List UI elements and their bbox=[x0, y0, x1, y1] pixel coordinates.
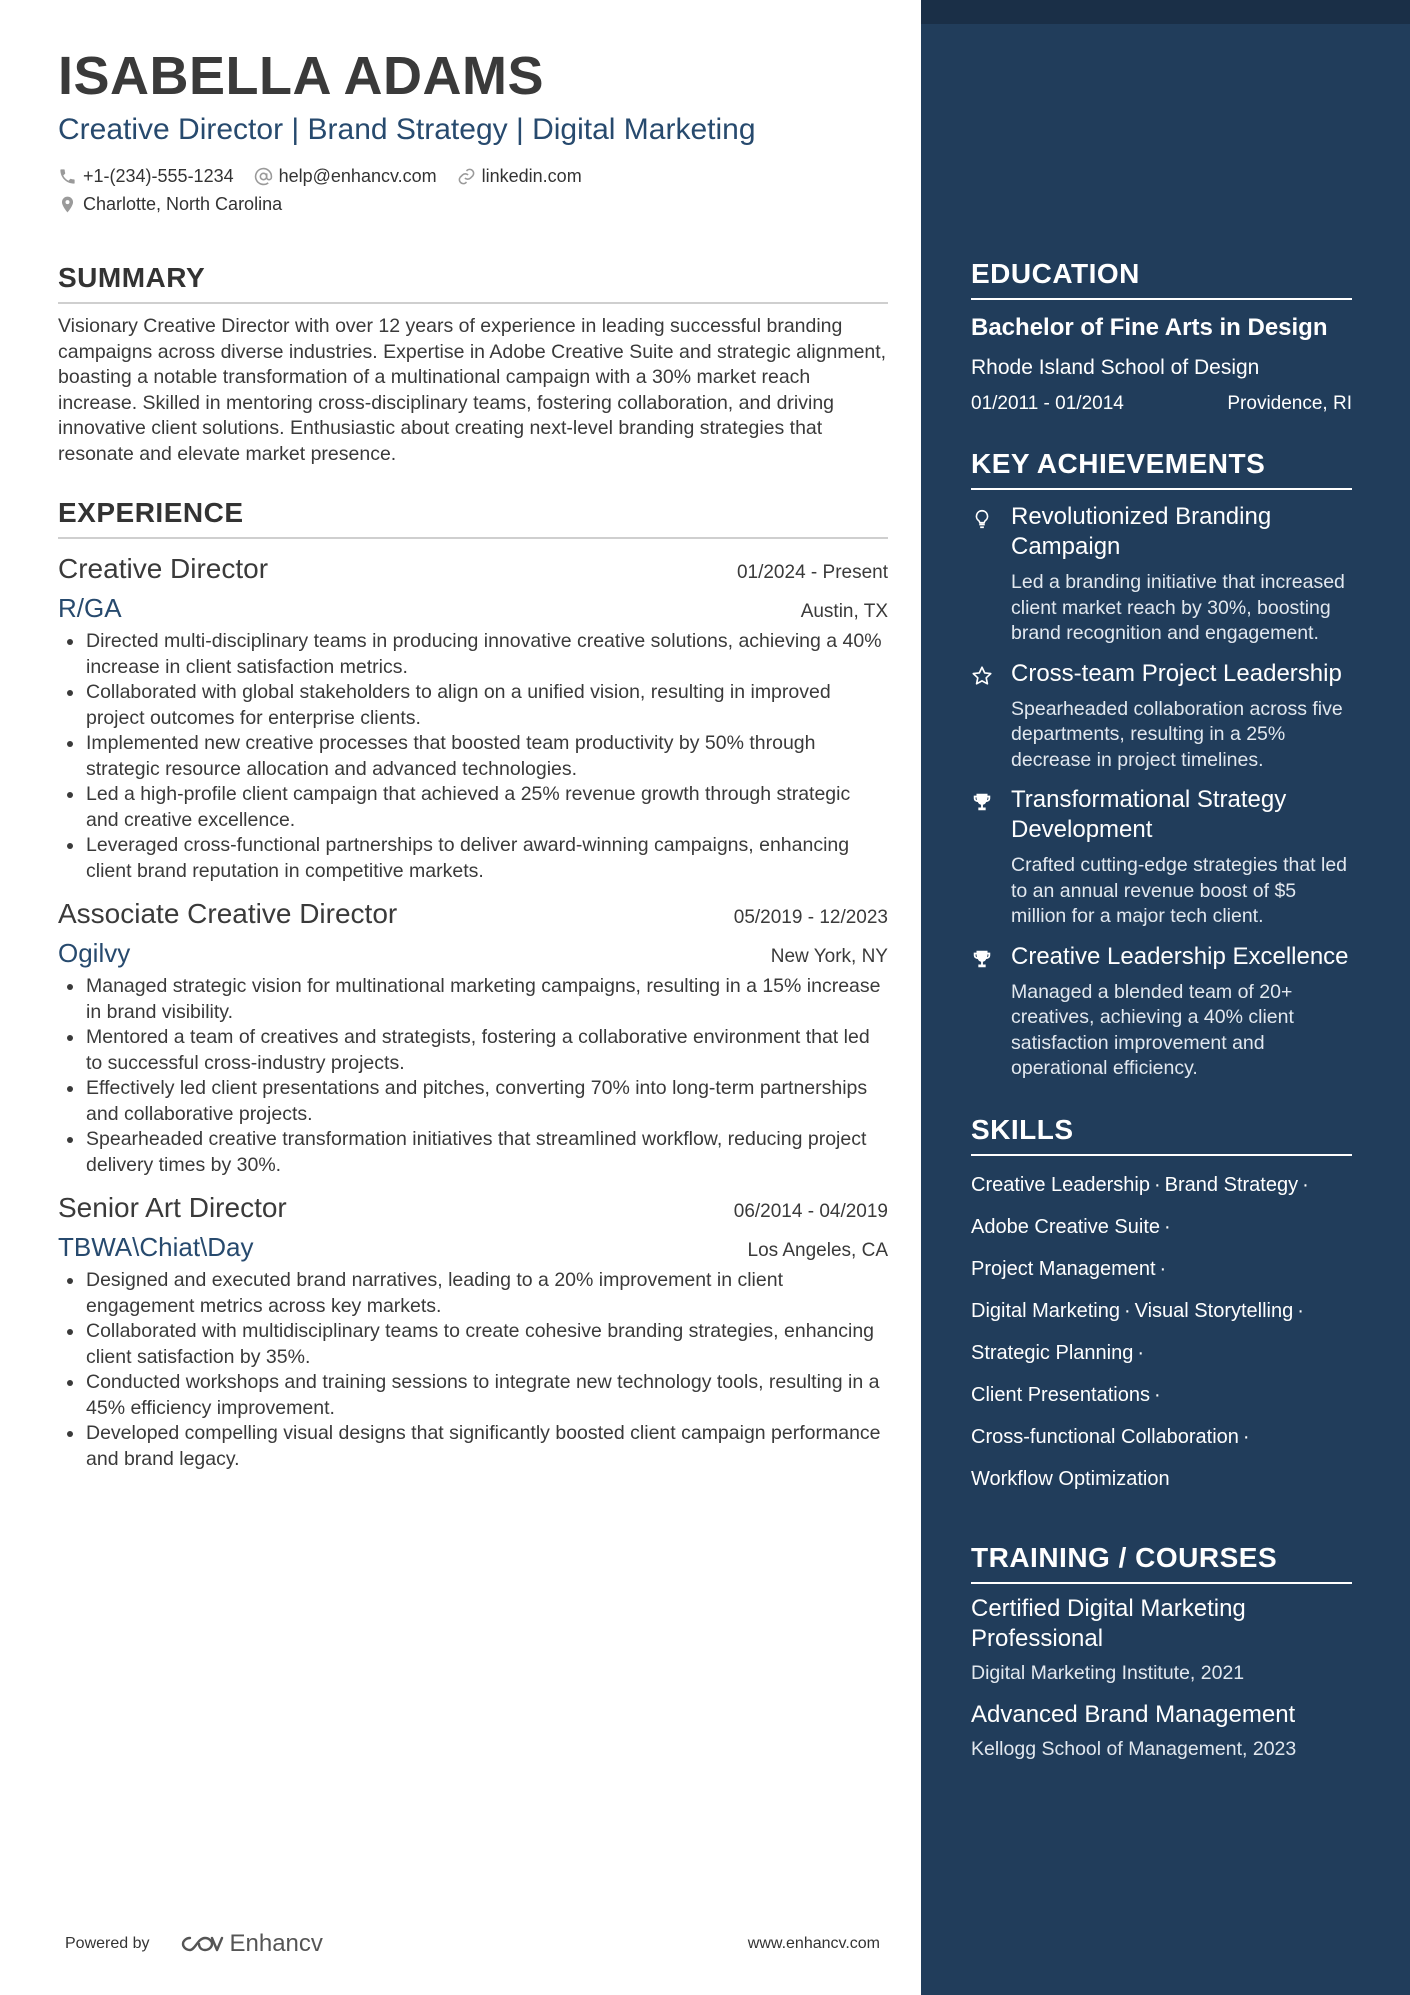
job-bullets bbox=[58, 1268, 888, 1472]
job-bullet: Directed multi-disciplinary teams in producing innovative creative solutions, achieving a 40% increase in client satisfaction metrics. bbox=[58, 629, 888, 680]
education-location: Providence, RI bbox=[1227, 393, 1352, 414]
job-bullet: Effectively led client presentations and pitches, converting 70% into long-term partnerships and collaborative projects. bbox=[58, 1076, 888, 1127]
lightbulb-icon bbox=[971, 508, 993, 530]
contact-location bbox=[58, 192, 282, 216]
achievement-item bbox=[971, 785, 1352, 930]
job-company: Ogilvy bbox=[58, 938, 131, 968]
candidate-name: ISABELLA ADAMS bbox=[58, 46, 544, 106]
achievement-item bbox=[971, 942, 1352, 1082]
powered-by-label: Powered by bbox=[65, 1935, 150, 1952]
skill-tag: Visual Storytelling bbox=[1134, 1299, 1294, 1322]
sidebar-content bbox=[971, 256, 1352, 1762]
job-title: Senior Art Director bbox=[58, 1192, 287, 1223]
skill-tag: Digital Marketing bbox=[971, 1299, 1120, 1322]
achievement-desc: Managed a blended team of 20+ creatives, achieving a 40% client satisfaction improvement and operational efficiency. bbox=[1011, 980, 1294, 1079]
job-bullet: Implemented new creative processes that boosted team productivity by 50% through strategic resource allocation and advanced technologies. bbox=[58, 731, 888, 782]
location-pin-icon bbox=[58, 195, 77, 214]
achievement-item bbox=[971, 502, 1352, 647]
skill-tag: Brand Strategy bbox=[1164, 1173, 1299, 1196]
main-column bbox=[58, 44, 888, 1472]
job-entry bbox=[58, 551, 888, 884]
job-bullet: Conducted workshops and training sessions to integrate new technology tools, resulting in a 45% efficiency improvement. bbox=[58, 1370, 888, 1421]
contact-linkedin[interactable] bbox=[457, 164, 582, 188]
summary-text: Visionary Creative Director with over 12 years of experience in leading successful branding campaigns across diverse industries. Expertise in Adobe Creative Suite and strategic alignment, boasting a notable transformation of a multinational campaign with a 30% market reach increase. Skilled in mentoring cross-disciplinary teams, fostering collaboration, and driving innovative client solutions. Enthusiastic about creating next-level branding strategies that resonate and elevate market presence. bbox=[58, 315, 887, 465]
skill-tag: Project Management bbox=[971, 1257, 1156, 1280]
linkedin-text: linkedin.com bbox=[481, 166, 582, 186]
skill-tag: Workflow Optimization bbox=[971, 1467, 1170, 1490]
achievement-title: Cross-team Project Leadership bbox=[1011, 659, 1342, 687]
footer-site-link[interactable]: www.enhancv.com bbox=[747, 1935, 880, 1952]
skill-tag: Client Presentations bbox=[971, 1383, 1150, 1406]
course-org: Digital Marketing Institute, 2021 bbox=[971, 1661, 1245, 1684]
contact-phone bbox=[58, 164, 234, 188]
job-bullet: Designed and executed brand narratives, leading to a 20% improvement in client engagement metrics across key markets. bbox=[58, 1268, 888, 1319]
job-title: Creative Director bbox=[58, 553, 269, 584]
experience-heading: EXPERIENCE bbox=[58, 495, 888, 539]
skill-tag: Creative Leadership bbox=[971, 1173, 1150, 1196]
achievement-title: Revolutionized Branding Campaign bbox=[1011, 503, 1272, 560]
footer bbox=[65, 1930, 880, 1958]
job-location: Los Angeles, CA bbox=[747, 1240, 888, 1261]
sidebar-top-band bbox=[921, 0, 1410, 24]
phone-text: +1-(234)-555-1234 bbox=[83, 166, 234, 186]
job-bullets bbox=[58, 629, 888, 884]
link-icon bbox=[457, 167, 476, 186]
job-bullet: Managed strategic vision for multinational marketing campaigns, resulting in a 15% increase in brand visibility. bbox=[58, 974, 888, 1025]
skill-tag: Strategic Planning bbox=[971, 1341, 1134, 1364]
trophy-icon bbox=[971, 791, 993, 813]
job-entry bbox=[58, 1190, 888, 1472]
job-bullet: Collaborated with multidisciplinary teams to create cohesive branding strategies, enhancing client satisfaction by 35%. bbox=[58, 1319, 888, 1370]
summary-heading: SUMMARY bbox=[58, 260, 888, 304]
job-company: R/GA bbox=[58, 593, 122, 623]
brand-name: Enhancv bbox=[229, 1930, 323, 1957]
job-company: TBWA\Chiat\Day bbox=[58, 1232, 254, 1262]
job-location: New York, NY bbox=[770, 946, 888, 967]
trophy-icon bbox=[971, 948, 993, 970]
course-item bbox=[971, 1594, 1352, 1686]
achievement-item bbox=[971, 659, 1352, 774]
skills-heading: SKILLS bbox=[971, 1112, 1352, 1156]
star-icon bbox=[971, 665, 993, 687]
achievement-desc: Spearheaded collaboration across five departments, resulting in a 25% decrease in project timelines. bbox=[1011, 697, 1343, 771]
course-name: Certified Digital Marketing Professional bbox=[971, 1594, 1246, 1652]
contact-row bbox=[58, 164, 888, 188]
phone-icon bbox=[58, 167, 77, 186]
achievement-title: Creative Leadership Excellence bbox=[1011, 942, 1349, 970]
job-bullets bbox=[58, 974, 888, 1178]
location-text: Charlotte, North Carolina bbox=[83, 194, 283, 214]
at-icon bbox=[254, 167, 273, 186]
job-bullet: Led a high-profile client campaign that achieved a 25% revenue growth through strategic and creative excellence. bbox=[58, 782, 888, 833]
job-dates: 01/2024 - Present bbox=[736, 562, 888, 583]
headline: Creative Director | Brand Strategy | Digital Marketing bbox=[58, 113, 756, 146]
achievements-heading: KEY ACHIEVEMENTS bbox=[971, 446, 1352, 490]
job-location: Austin, TX bbox=[800, 601, 888, 622]
course-name: Advanced Brand Management bbox=[971, 1700, 1296, 1728]
job-bullet: Mentored a team of creatives and strategists, fostering a collaborative environment that led to successful cross-industry projects. bbox=[58, 1025, 888, 1076]
achievement-desc: Led a branding initiative that increased client market reach by 30%, boosting brand recognition and engagement. bbox=[1011, 571, 1345, 644]
contact-email[interactable] bbox=[254, 164, 437, 188]
enhancv-logo-icon bbox=[178, 1932, 224, 1956]
location-row bbox=[58, 192, 888, 216]
sidebar bbox=[921, 0, 1410, 1995]
job-bullet: Collaborated with global stakeholders to align on a unified vision, resulting in improved project outcomes for enterprise clients. bbox=[58, 680, 888, 731]
skill-tag: Adobe Creative Suite bbox=[971, 1215, 1161, 1238]
education-heading: EDUCATION bbox=[971, 256, 1352, 300]
job-title: Associate Creative Director bbox=[58, 898, 398, 929]
training-heading: TRAINING / COURSES bbox=[971, 1540, 1352, 1584]
education-meta bbox=[971, 392, 1352, 416]
job-dates: 06/2014 - 04/2019 bbox=[733, 1201, 888, 1222]
job-dates: 05/2019 - 12/2023 bbox=[733, 907, 888, 928]
email-text: help@enhancv.com bbox=[278, 166, 437, 186]
course-item bbox=[971, 1700, 1352, 1762]
job-entry bbox=[58, 896, 888, 1178]
achievement-title: Transformational Strategy Development bbox=[1011, 786, 1287, 843]
job-bullet: Leveraged cross-functional partnerships to deliver award-winning campaigns, enhancing client brand reputation in competitive markets. bbox=[58, 833, 888, 884]
education-dates: 01/2011 - 01/2014 bbox=[971, 393, 1124, 414]
course-org: Kellogg School of Management, 2023 bbox=[971, 1737, 1297, 1760]
education-school: Rhode Island School of Design bbox=[971, 356, 1260, 379]
skills-list: Creative Leadership · Brand Strategy · Adobe Creative Suite · Project Management · Digital Marketing · Visual Storytelling · Strategic Planning · Client Presentations · Cross-functional Collaboration · Workflow Optimization bbox=[971, 1173, 1309, 1490]
skill-tag: Cross-functional Collaboration bbox=[971, 1425, 1239, 1448]
brand-logo[interactable] bbox=[178, 1930, 323, 1958]
achievement-desc: Crafted cutting-edge strategies that led to an annual revenue boost of $5 million for a major tech client. bbox=[1011, 854, 1348, 927]
education-degree: Bachelor of Fine Arts in Design bbox=[971, 314, 1328, 341]
job-bullet: Spearheaded creative transformation initiatives that streamlined workflow, reducing project delivery times by 30%. bbox=[58, 1127, 888, 1178]
job-bullet: Developed compelling visual designs that significantly boosted client campaign performance and brand legacy. bbox=[58, 1421, 888, 1472]
